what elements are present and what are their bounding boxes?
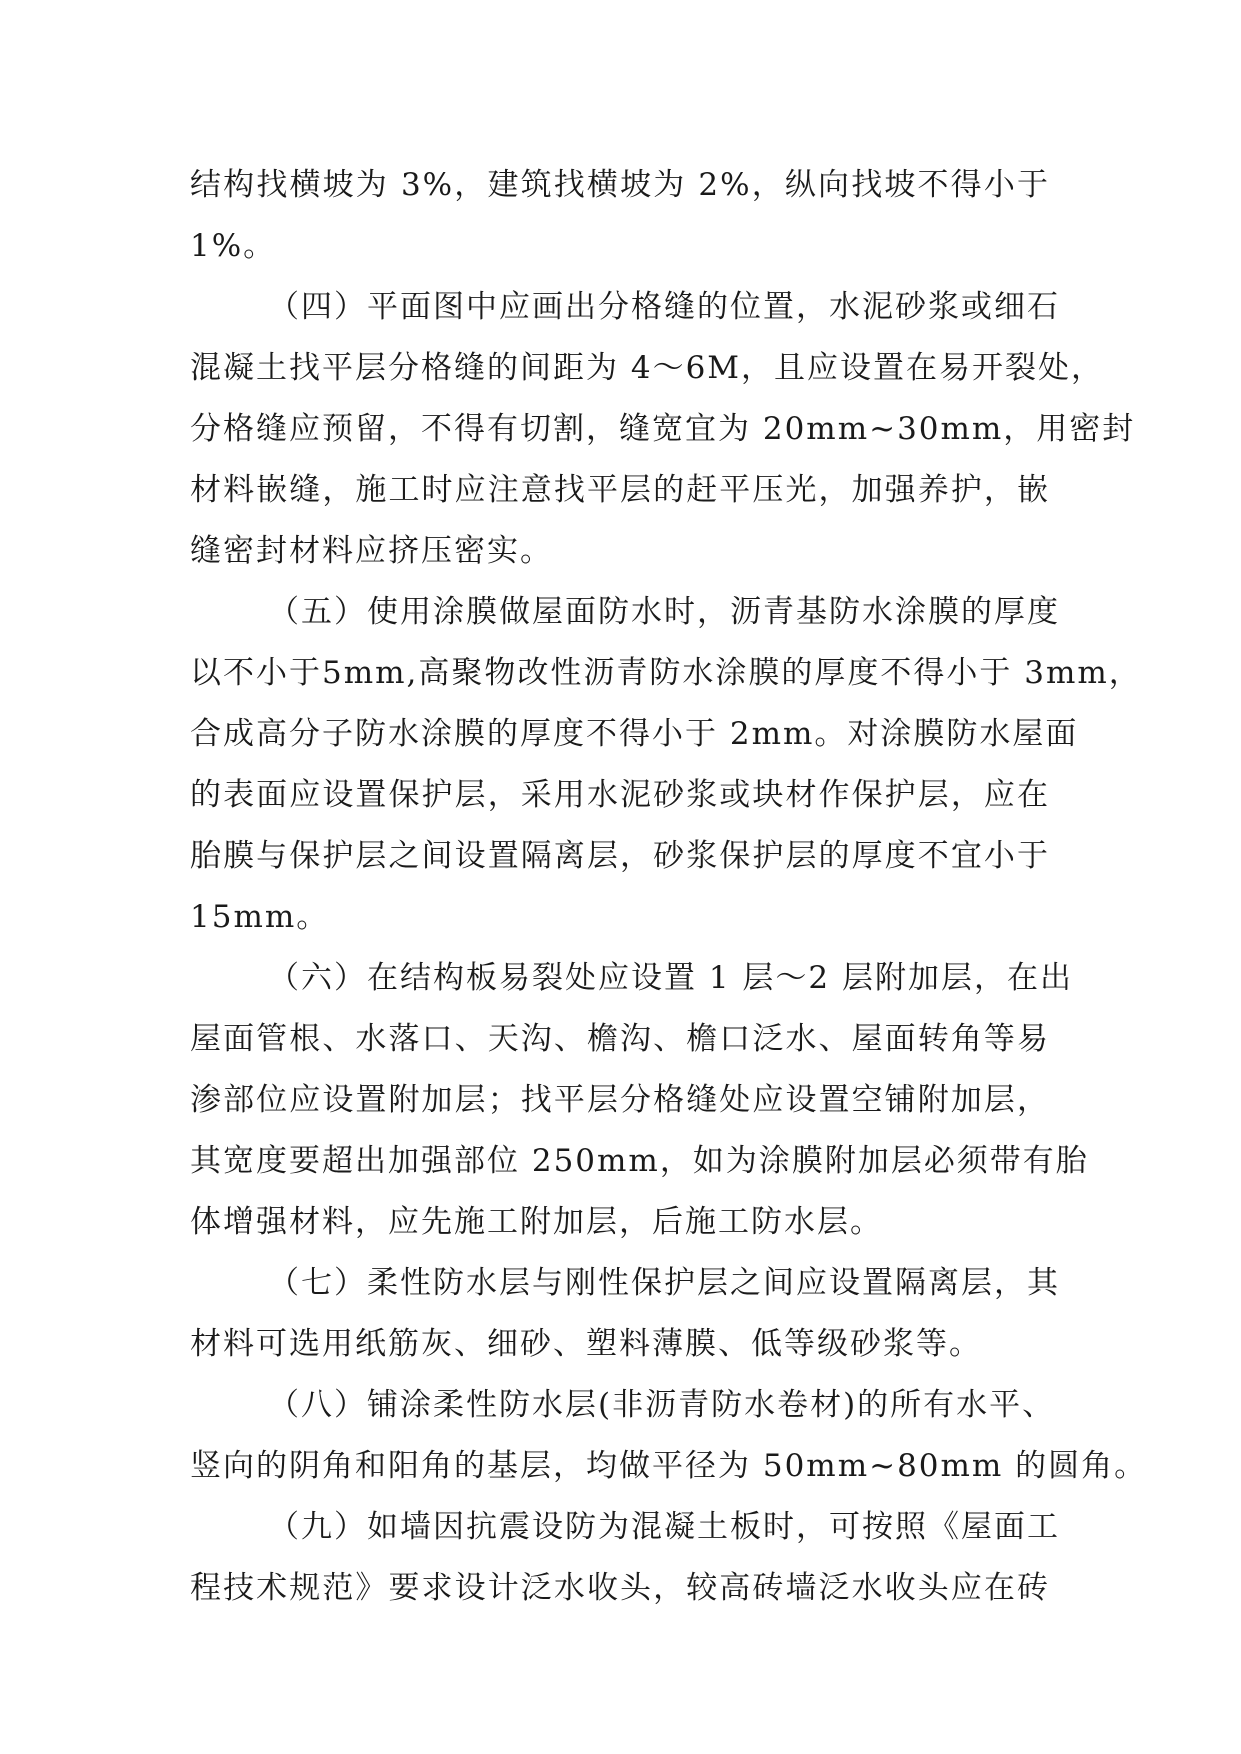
- text-line: 材料嵌缝，施工时应注意找平层的赶平压光，加强养护，嵌: [190, 472, 1050, 508]
- text-line: 混凝土找平层分格缝的间距为 4～6M，且应设置在易开裂处，: [190, 350, 1105, 386]
- paragraph-start-line: （六）在结构板易裂处应设置 1 层～2 层附加层，在出: [268, 960, 1074, 996]
- text-line: 渗部位应设置附加层；找平层分格缝处应设置空铺附加层，: [190, 1082, 1050, 1118]
- text-line: 缝密封材料应挤压密实。: [190, 533, 553, 569]
- text-line: 分格缝应预留，不得有切割，缝宽宜为 20mm~30mm，用密封: [190, 411, 1136, 447]
- text-line: 合成高分子防水涂膜的厚度不得小于 2mm。对涂膜防水屋面: [190, 716, 1079, 752]
- paragraph-start-line: （四）平面图中应画出分格缝的位置，水泥砂浆或细石: [268, 289, 1060, 325]
- text-line: 材料可选用纸筋灰、细砂、塑料薄膜、低等级砂浆等。: [190, 1326, 982, 1362]
- text-line: 程技术规范》要求设计泛水收头，较高砖墙泛水收头应在砖: [190, 1570, 1050, 1606]
- text-line: 的表面应设置保护层，采用水泥砂浆或块材作保护层，应在: [190, 777, 1050, 813]
- text-line: 体增强材料，应先施工附加层，后施工防水层。: [190, 1204, 883, 1240]
- document-body: [190, 155, 1148, 1619]
- text-line: 胎膜与保护层之间设置隔离层，砂浆保护层的厚度不宜小于: [190, 838, 1050, 874]
- paragraph-start-line: （五）使用涂膜做屋面防水时，沥青基防水涂膜的厚度: [268, 594, 1060, 630]
- text-line: 结构找横坡为 3%，建筑找横坡为 2%，纵向找坡不得小于: [190, 167, 1050, 203]
- paragraph-start-line: （八）铺涂柔性防水层(非沥青防水卷材)的所有水平、: [268, 1387, 1056, 1423]
- text-line: 1%。: [190, 228, 277, 264]
- text-line: 竖向的阴角和阳角的基层，均做平径为 50mm~80mm 的圆角。: [190, 1448, 1148, 1484]
- paragraph-start-line: （九）如墙因抗震设防为混凝土板时，可按照《屋面工: [268, 1509, 1060, 1545]
- text-line: 15mm。: [190, 899, 330, 935]
- paragraph-start-line: （七）柔性防水层与刚性保护层之间应设置隔离层，其: [268, 1265, 1060, 1301]
- text-line: 其宽度要超出加强部位 250mm，如为涂膜附加层必须带有胎: [190, 1143, 1089, 1179]
- text-line: 以不小于5mm,高聚物改性沥青防水涂膜的厚度不得小于 3mm，: [190, 655, 1142, 691]
- text-line: 屋面管根、水落口、天沟、檐沟、檐口泛水、屋面转角等易: [190, 1021, 1050, 1057]
